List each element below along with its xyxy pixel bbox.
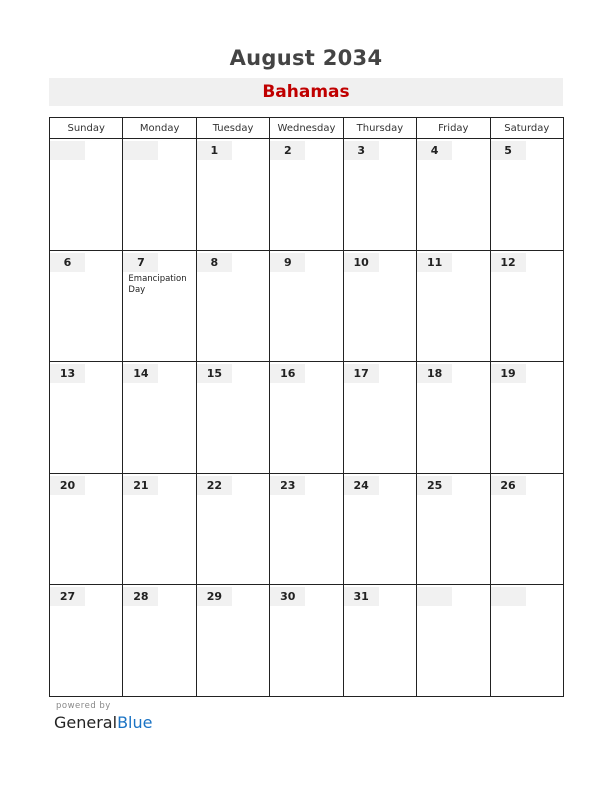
day-cell[interactable] (490, 250, 563, 362)
day-cell[interactable] (123, 250, 196, 362)
day-number: 4 (417, 141, 452, 160)
weekday-friday: Friday (417, 118, 490, 139)
day-number (491, 587, 526, 606)
day-cell[interactable] (417, 139, 490, 251)
day-number: 25 (417, 476, 452, 495)
weekday-saturday: Saturday (490, 118, 563, 139)
day-number: 12 (491, 253, 526, 272)
weekday-tuesday: Tuesday (196, 118, 269, 139)
day-cell[interactable] (50, 139, 123, 251)
powered-by-text: powered by (56, 701, 111, 711)
day-number: 30 (270, 587, 305, 606)
day-cell[interactable] (417, 362, 490, 474)
day-number: 2 (270, 141, 305, 160)
day-number: 3 (344, 141, 379, 160)
day-number: 1 (197, 141, 232, 160)
day-number: 29 (197, 587, 232, 606)
day-number (417, 587, 452, 606)
day-number: 26 (491, 476, 526, 495)
weekday-sunday: Sunday (50, 118, 123, 139)
day-number (50, 141, 85, 160)
day-number: 8 (197, 253, 232, 272)
day-cell[interactable] (50, 362, 123, 474)
day-number: 21 (123, 476, 158, 495)
day-cell[interactable] (343, 250, 416, 362)
day-number: 10 (344, 253, 379, 272)
day-number: 18 (417, 364, 452, 383)
day-cell[interactable] (490, 362, 563, 474)
generalblue-logo[interactable] (54, 713, 152, 732)
day-cell[interactable] (196, 139, 269, 251)
week-row (50, 250, 564, 362)
day-number: 13 (50, 364, 85, 383)
brand-blue: Blue (117, 713, 153, 732)
week-row (50, 585, 564, 697)
calendar-grid (49, 117, 564, 697)
day-cell[interactable] (196, 362, 269, 474)
day-cell[interactable] (490, 473, 563, 585)
day-cell[interactable] (417, 250, 490, 362)
day-cell[interactable] (343, 139, 416, 251)
calendar-title: August 2034 (229, 46, 383, 70)
day-number: 5 (491, 141, 526, 160)
day-cell[interactable] (343, 585, 416, 697)
week-row (50, 473, 564, 585)
weekday-header-row (50, 118, 564, 139)
country-name: Bahamas (262, 82, 350, 102)
day-cell[interactable] (270, 585, 343, 697)
week-row (50, 139, 564, 251)
weekday-wednesday: Wednesday (270, 118, 343, 139)
day-cell[interactable] (123, 139, 196, 251)
day-number: 22 (197, 476, 232, 495)
day-cell[interactable] (196, 585, 269, 697)
day-cell[interactable] (50, 250, 123, 362)
brand-general: General (54, 713, 118, 732)
day-cell[interactable] (270, 473, 343, 585)
day-number: 19 (491, 364, 526, 383)
day-cell[interactable] (270, 250, 343, 362)
day-cell[interactable] (417, 473, 490, 585)
holiday-label: Emancipation Day (128, 273, 187, 295)
day-number: 16 (270, 364, 305, 383)
day-cell[interactable] (50, 473, 123, 585)
day-cell[interactable] (123, 585, 196, 697)
day-cell[interactable] (196, 473, 269, 585)
day-number: 6 (50, 253, 85, 272)
day-number: 9 (270, 253, 305, 272)
day-number: 23 (270, 476, 305, 495)
day-cell[interactable] (270, 139, 343, 251)
day-number: 7 (123, 253, 158, 272)
day-number: 15 (197, 364, 232, 383)
day-number: 28 (123, 587, 158, 606)
day-cell[interactable] (343, 362, 416, 474)
day-cell[interactable] (123, 362, 196, 474)
day-number: 11 (417, 253, 452, 272)
day-cell[interactable] (270, 362, 343, 474)
day-number (123, 141, 158, 160)
day-number: 24 (344, 476, 379, 495)
day-number: 27 (50, 587, 85, 606)
country-banner (49, 78, 563, 106)
day-cell[interactable] (196, 250, 269, 362)
weekday-monday: Monday (123, 118, 196, 139)
day-cell[interactable] (343, 473, 416, 585)
day-cell[interactable] (417, 585, 490, 697)
day-cell[interactable] (50, 585, 123, 697)
day-number: 17 (344, 364, 379, 383)
day-number: 14 (123, 364, 158, 383)
day-number: 20 (50, 476, 85, 495)
weekday-thursday: Thursday (343, 118, 416, 139)
day-cell[interactable] (490, 585, 563, 697)
day-cell[interactable] (490, 139, 563, 251)
day-cell[interactable] (123, 473, 196, 585)
day-number: 31 (344, 587, 379, 606)
week-row (50, 362, 564, 474)
